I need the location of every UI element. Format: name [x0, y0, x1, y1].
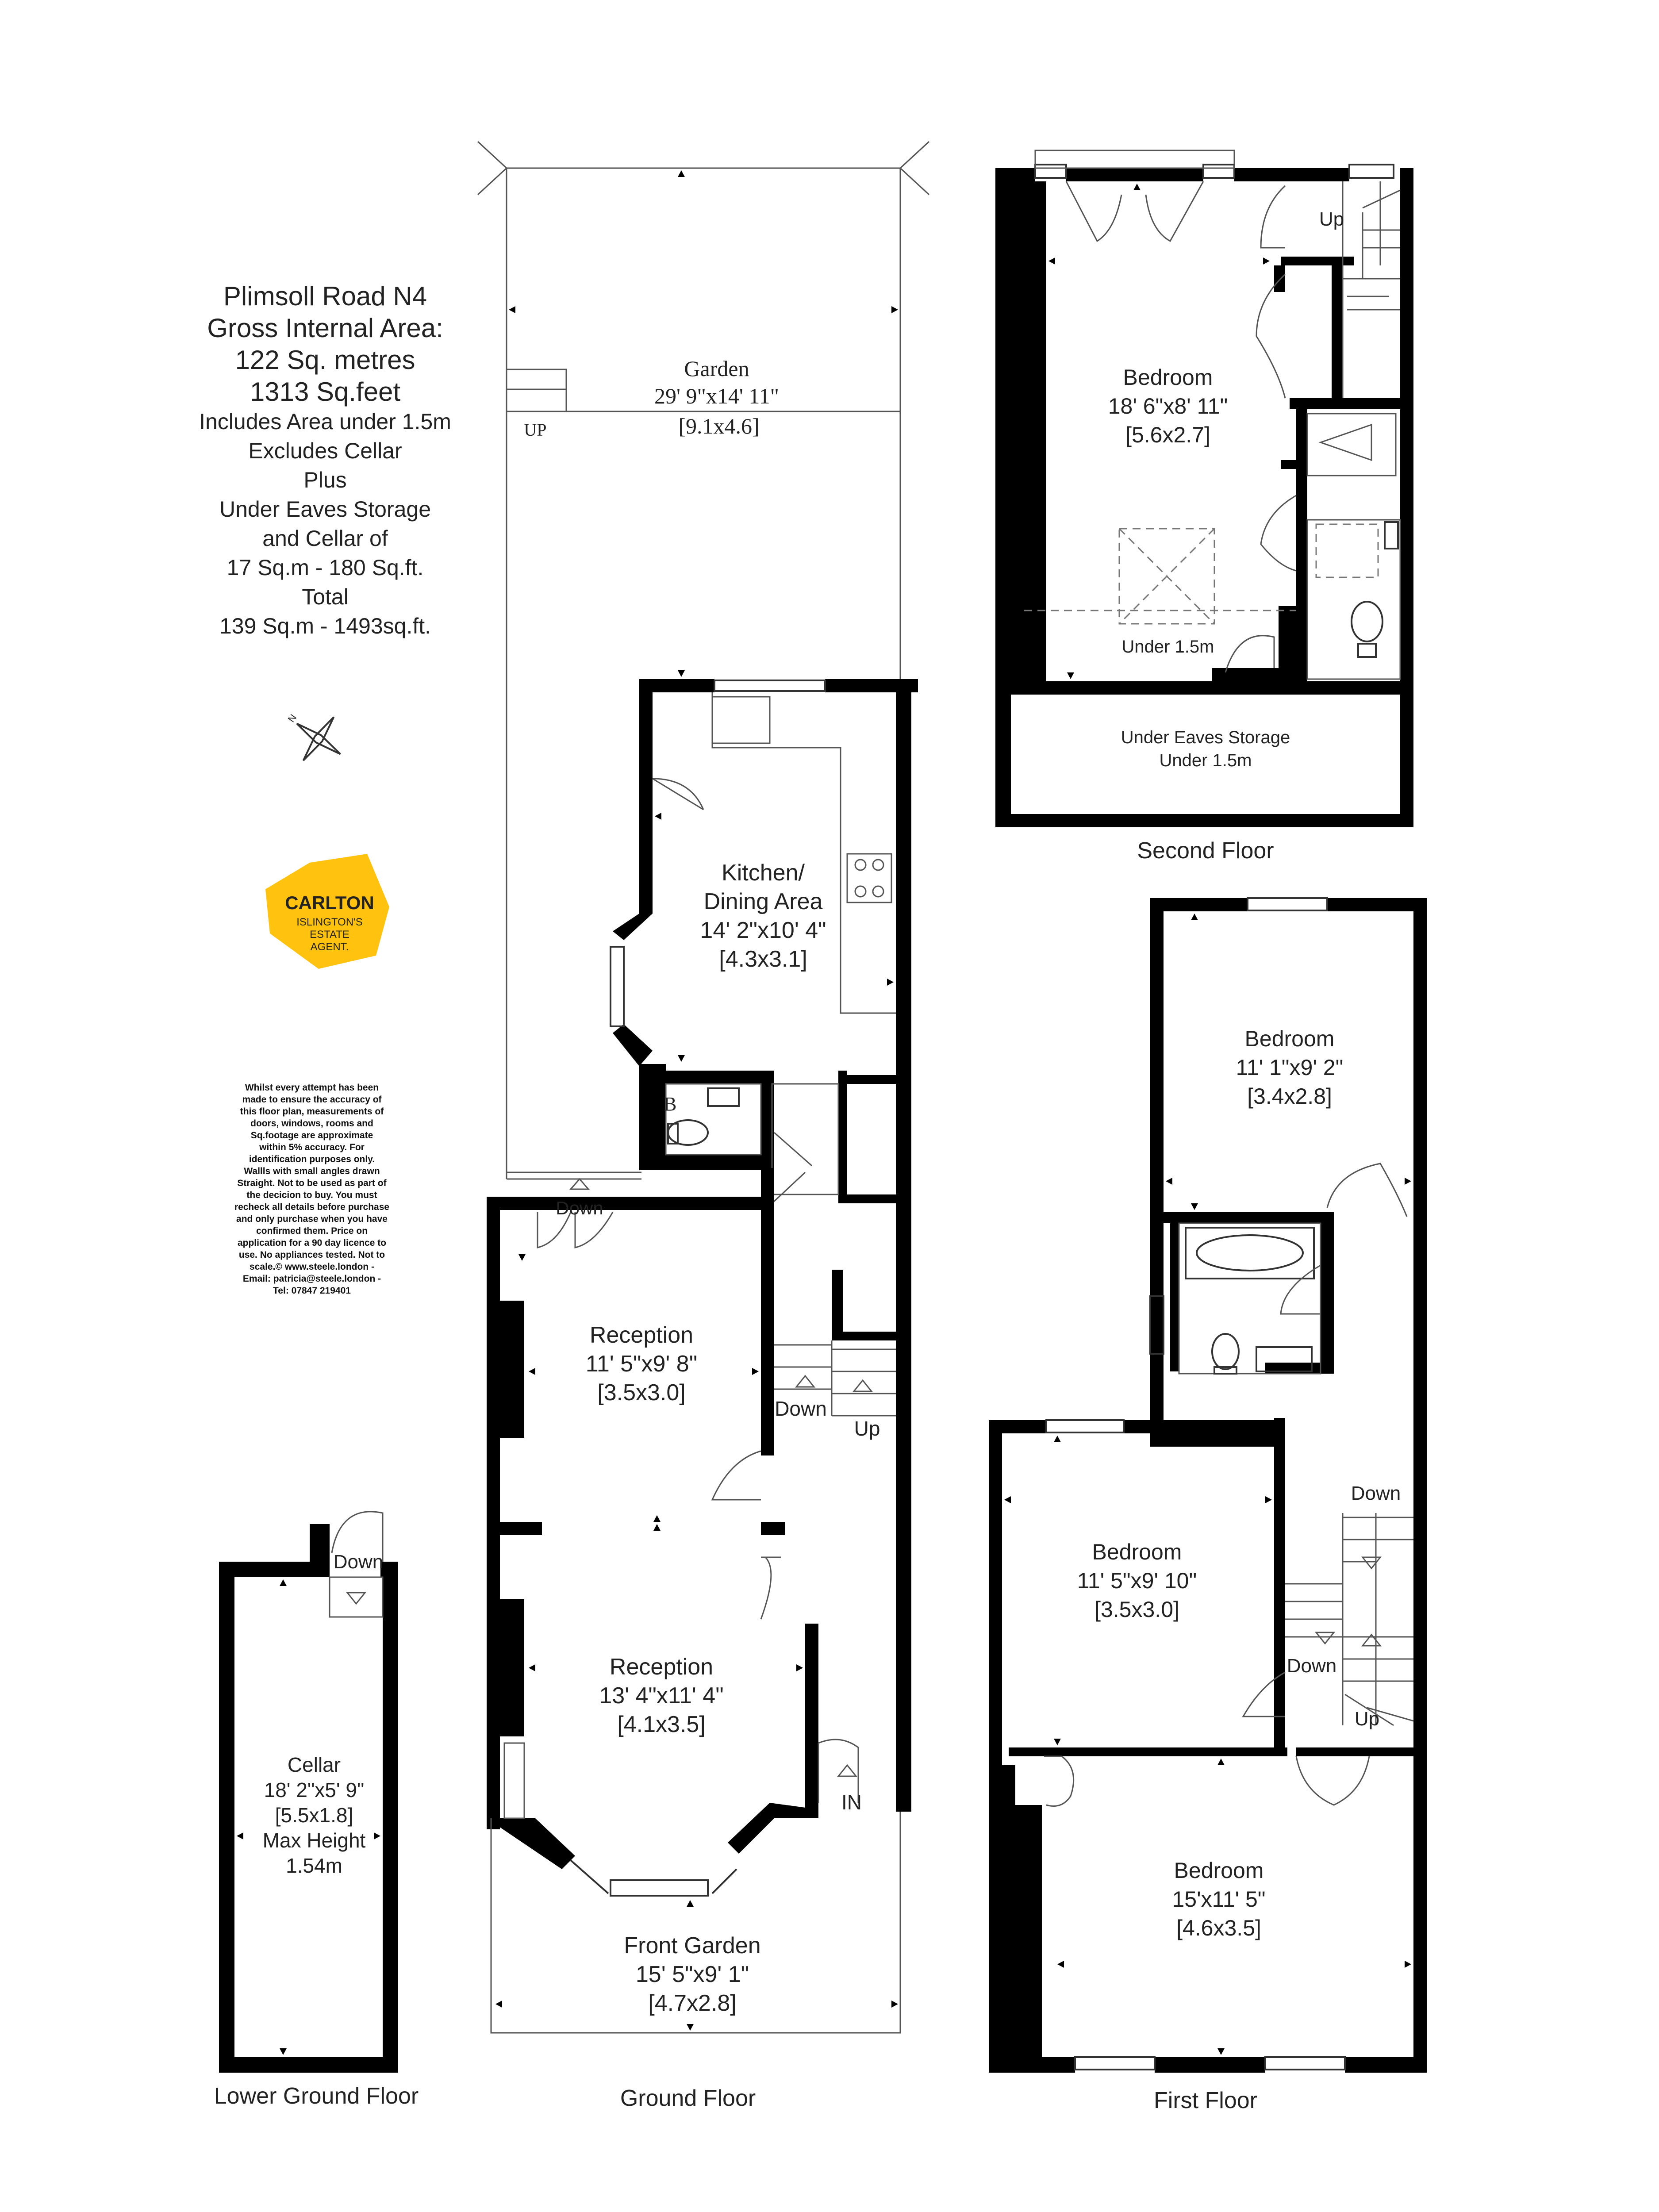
gia-metres: 122 Sq. metres: [235, 345, 415, 375]
first-floor-stairs: [1285, 1513, 1413, 1725]
disclaimer: [234, 1083, 389, 1296]
down-ground-rear: Down: [556, 1198, 603, 1218]
second-bedroom-metric: [5.6x2.7]: [1125, 422, 1210, 447]
area-note-5: and Cellar of: [262, 526, 388, 551]
reception1-label: Reception: [589, 1322, 694, 1348]
disclaimer-line: confirmed them. Price on: [256, 1226, 368, 1236]
down-ground-stairs: Down: [775, 1397, 827, 1420]
eaves-label: Under Eaves Storage: [1121, 728, 1290, 747]
area-note-7: Total: [302, 584, 349, 609]
up-second: Up: [1319, 208, 1344, 230]
front-garden-label: Front Garden: [624, 1933, 761, 1959]
cellar-height-label: Max Height: [262, 1829, 366, 1852]
kitchen-metric: [4.3x3.1]: [719, 946, 807, 972]
disclaimer-line: recheck all details before purchase: [234, 1202, 390, 1212]
second-bedroom-imperial: 18' 6"x8' 11": [1108, 394, 1228, 419]
disclaimer-line: the decicion to buy. You must: [246, 1190, 377, 1200]
lower-ground-floor: [214, 1512, 419, 2109]
cellar-imperial: 18' 2"x5' 9": [264, 1778, 365, 1801]
disclaimer-line: identification purposes only.: [249, 1154, 375, 1164]
reception2-metric: [4.1x3.5]: [617, 1712, 706, 1737]
ground-floor: [478, 142, 929, 2111]
area-note-8: 139 Sq.m - 1493sq.ft.: [219, 614, 431, 638]
ground-floor-title: Ground Floor: [620, 2085, 756, 2111]
logo-name: CARLTON: [285, 892, 374, 913]
disclaimer-line: made to ensure the accuracy of: [242, 1094, 382, 1105]
logo-tagline-1: ISLINGTON'S: [296, 916, 363, 928]
cellar-height-value: 1.54m: [286, 1854, 342, 1877]
front-garden-metric: [4.7x2.8]: [648, 1990, 737, 2016]
down-first-mid: Down: [1286, 1655, 1337, 1677]
first-bedroom-rear-label: Bedroom: [1244, 1026, 1335, 1051]
cellar-metric: [5.5x1.8]: [275, 1804, 353, 1827]
disclaimer-line: Sq.footage are approximate: [250, 1130, 373, 1141]
front-garden-imperial: 15' 5"x9' 1": [635, 1962, 749, 1987]
cellar-label: Cellar: [287, 1753, 341, 1776]
first-floor-title: First Floor: [1154, 2088, 1257, 2113]
reception1-imperial: 11' 5"x9' 8": [585, 1351, 698, 1377]
svg-text:N: N: [285, 712, 299, 725]
area-note-6: 17 Sq.m - 180 Sq.ft.: [227, 555, 424, 580]
disclaimer-line: within 5% accuracy. For: [259, 1142, 365, 1152]
first-bedroom-rear-metric: [3.4x2.8]: [1247, 1084, 1332, 1109]
entrance-marker: IN: [841, 1791, 862, 1814]
area-note-2: Excludes Cellar: [248, 438, 402, 463]
disclaimer-line: Straight. Not to be used as part of: [237, 1178, 387, 1188]
reception2-imperial: 13' 4"x11' 4": [599, 1683, 724, 1709]
first-bedroom-middle-label: Bedroom: [1092, 1540, 1182, 1564]
disclaimer-line: scale.© www.steele.london -: [250, 1262, 374, 1272]
disclaimer-line: use. No appliances tested. Not to: [238, 1250, 385, 1260]
first-bedroom-front-metric: [4.6x3.5]: [1176, 1916, 1261, 1940]
compass-icon: [272, 695, 356, 776]
garden-metric: [9.1x4.6]: [678, 414, 760, 438]
reception1-metric: [3.5x3.0]: [597, 1380, 686, 1406]
disclaimer-line: Whilst every attempt has been: [245, 1083, 379, 1093]
up-ground-stairs: Up: [854, 1417, 880, 1440]
boiler-marker: B: [664, 1093, 677, 1115]
area-note-3: Plus: [303, 468, 347, 492]
logo-tagline-2: ESTATE: [310, 929, 349, 941]
garden-imperial: 29' 9"x14' 11": [654, 384, 779, 408]
address: Plimsoll Road N4: [223, 281, 427, 311]
up-first: Up: [1354, 1708, 1380, 1730]
down-cellar: Down: [333, 1551, 384, 1573]
logo-tagline-3: AGENT.: [310, 941, 349, 953]
first-bedroom-middle-imperial: 11' 5"x9' 10": [1077, 1568, 1197, 1593]
eaves-note: Under 1.5m: [1159, 751, 1252, 770]
first-floor: [989, 896, 1427, 2113]
garden-up: UP: [524, 420, 547, 440]
first-bedroom-front-imperial: 15'x11' 5": [1172, 1887, 1266, 1912]
kitchen-imperial: 14' 2"x10' 4": [700, 918, 826, 943]
reception2-label: Reception: [609, 1654, 714, 1680]
disclaimer-line: Tel: 07847 219401: [273, 1286, 351, 1296]
disclaimer-line: doors, windows, rooms and: [250, 1118, 373, 1129]
garden-outline: [507, 168, 900, 1179]
disclaimer-line: and only purchase when you have: [236, 1214, 388, 1224]
disclaimer-line: Email: patricia@steele.london -: [242, 1274, 381, 1284]
kitchen-label-2: Dining Area: [703, 889, 823, 914]
first-bedroom-middle-metric: [3.5x3.0]: [1094, 1597, 1179, 1622]
area-note-4: Under Eaves Storage: [219, 497, 431, 522]
second-floor: [995, 150, 1413, 864]
disclaimer-line: this floor plan, measurements of: [240, 1106, 384, 1117]
second-floor-stairs: [1343, 181, 1400, 398]
second-bedroom-label: Bedroom: [1123, 365, 1213, 390]
garden-label: Garden: [684, 356, 749, 381]
garden-steps: [507, 369, 566, 411]
kitchen-label-1: Kitchen/: [722, 860, 805, 886]
disclaimer-line: application for a 90 day licence to: [237, 1238, 387, 1248]
second-bedroom-note: Under 1.5m: [1121, 637, 1214, 657]
gia-feet: 1313 Sq.feet: [250, 377, 401, 407]
down-first-top: Down: [1351, 1482, 1401, 1504]
second-floor-title: Second Floor: [1137, 838, 1274, 864]
lower-ground-floor-title: Lower Ground Floor: [214, 2083, 419, 2109]
disclaimer-line: Wallls with small angles drawn: [244, 1166, 380, 1176]
gia-label: Gross Internal Area:: [207, 313, 443, 343]
first-bedroom-rear-imperial: 11' 1"x9' 2": [1236, 1055, 1344, 1080]
carlton-logo: [265, 854, 389, 969]
area-note-1: Includes Area under 1.5m: [199, 409, 451, 434]
area-summary: [199, 281, 451, 638]
first-bedroom-front-label: Bedroom: [1174, 1858, 1264, 1883]
